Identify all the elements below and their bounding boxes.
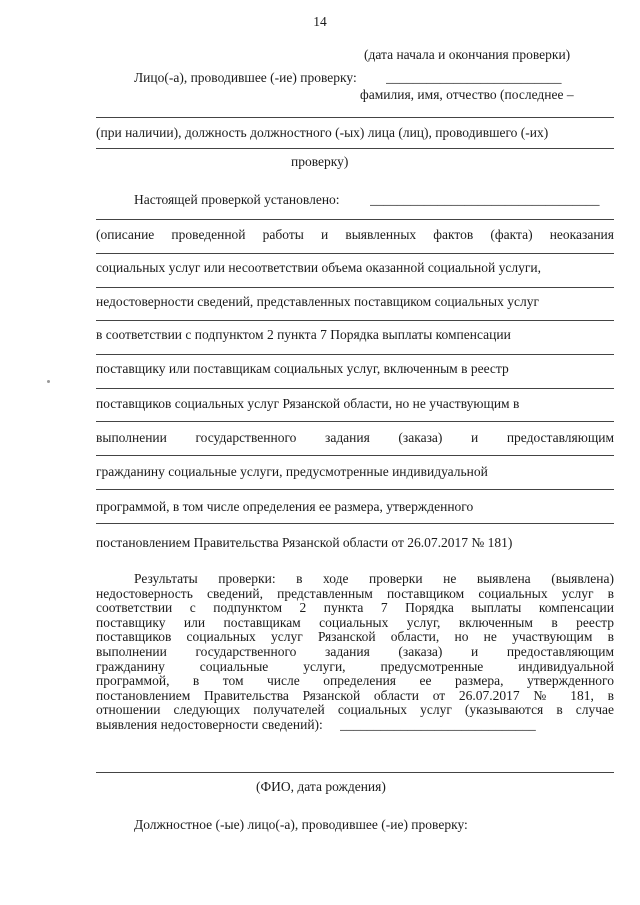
form-line bbox=[96, 455, 614, 456]
established-line: поставщику или поставщикам социальных услуг, включенным в реестр bbox=[96, 361, 509, 376]
form-line bbox=[96, 320, 614, 321]
dates-caption: (дата начала и окончания проверки) bbox=[364, 47, 571, 62]
position-caption: (при наличии), должность должностного (-ых) лица (лиц), проводившего (-их) bbox=[96, 125, 549, 140]
results-line: выявления недостоверности сведений): bbox=[96, 717, 323, 732]
form-line bbox=[96, 148, 614, 149]
results-line: программой, в том числе определения ее размера, утвержденного bbox=[96, 673, 614, 689]
closing-caption: проверку) bbox=[291, 154, 349, 169]
form-line bbox=[96, 253, 614, 254]
form-line bbox=[96, 354, 614, 355]
results-line: недостоверность сведений, представленным поставщиком социальных услуг в bbox=[96, 585, 614, 601]
results-line: Результаты проверки: в ходе проверки не выявлена (выявлена) bbox=[134, 571, 614, 586]
established-label: Настоящей проверкой установлено: bbox=[134, 192, 340, 207]
inspector-label: Лицо(-а), проводившее (-ие) проверку: bbox=[134, 70, 357, 85]
established-line: гражданину социальные услуги, предусмотренные индивидуальной bbox=[96, 464, 488, 479]
established-line: социальных услуг или несоответствии объема оказанной социальной услуги, bbox=[96, 260, 541, 275]
form-line bbox=[96, 523, 614, 524]
results-line: выполнении государственного задания (заказа) и предоставляющим bbox=[96, 644, 614, 659]
form-line bbox=[96, 117, 614, 118]
established-line: выполнении государственного задания (заказа) и предоставляющим bbox=[96, 430, 614, 445]
results-line: постановлением Правительства Рязанской области от 26.07.2017 № 181, в bbox=[96, 687, 614, 703]
results-line: гражданину социальные услуги, предусмотренные индивидуальной bbox=[96, 658, 614, 674]
results-line: поставщику или поставщикам социальных услуг, включенным в реестр bbox=[96, 614, 614, 630]
established-line: поставщиков социальных услуг Рязанской области, но не участвующим в bbox=[96, 396, 520, 411]
page-number: 14 bbox=[313, 14, 327, 29]
recipient-caption: (ФИО, дата рождения) bbox=[256, 779, 386, 794]
form-line bbox=[96, 772, 614, 773]
form-line bbox=[96, 219, 614, 220]
established-line: недостоверности сведений, представленных поставщиком социальных услуг bbox=[96, 294, 539, 309]
scan-mark bbox=[47, 380, 50, 383]
established-line: программой, в том числе определения ее размера, утвержденного bbox=[96, 499, 474, 514]
form-line bbox=[96, 388, 614, 389]
established-line: в соответствии с подпунктом 2 пункта 7 Порядка выплаты компенсации bbox=[96, 327, 511, 342]
name-caption: фамилия, имя, отчество (последнее – bbox=[360, 87, 574, 102]
form-line bbox=[96, 421, 614, 422]
established-line: постановлением Правительства Рязанской области от 26.07.2017 № 181) bbox=[96, 535, 513, 550]
results-line: поставщиков социальных услуг Рязанской области, но не участвующим в bbox=[96, 629, 614, 645]
inspector-blank: __________________________ bbox=[386, 70, 562, 85]
form-line bbox=[96, 287, 614, 288]
results-line: соответствии с подпунктом 2 пункта 7 Порядка выплаты компенсации bbox=[96, 600, 614, 616]
established-blank: __________________________________ bbox=[370, 192, 600, 207]
official-label: Должностное (-ые) лицо(-а), проводившее (-ие) проверку: bbox=[134, 817, 468, 832]
results-blank: _____________________________ bbox=[340, 717, 536, 732]
established-line: (описание проведенной работы и выявленных фактов (факта) неоказания bbox=[96, 227, 614, 242]
results-line: отношении следующих получателей социальных услуг (указываются в случае bbox=[96, 702, 614, 718]
form-line bbox=[96, 489, 614, 490]
